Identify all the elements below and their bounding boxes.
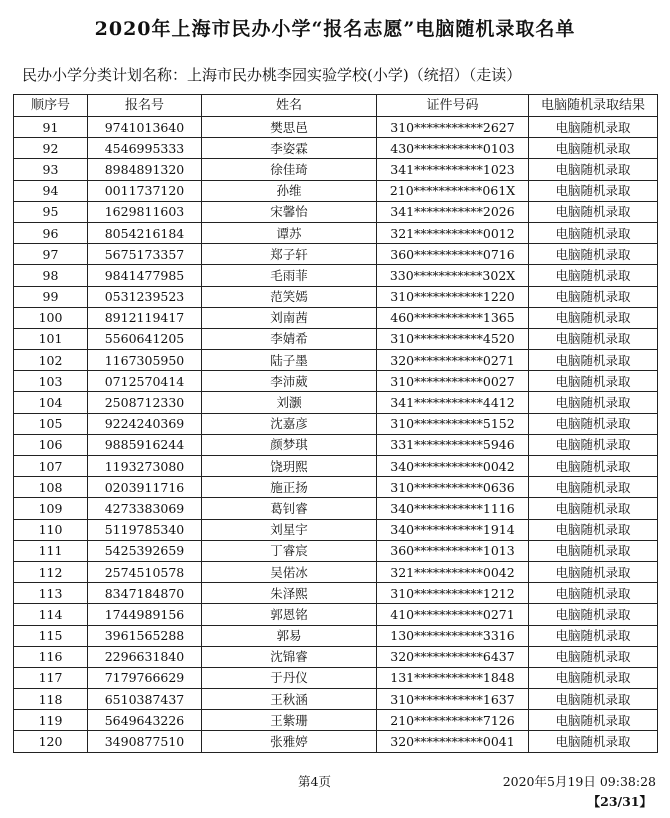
cell-id-no: 310***********1220 bbox=[377, 286, 529, 307]
cell-seq: 119 bbox=[14, 710, 88, 731]
table-row bbox=[14, 201, 658, 222]
cell-seq: 99 bbox=[14, 286, 88, 307]
cell-name: 李沛葳 bbox=[202, 371, 377, 392]
cell-seq: 97 bbox=[14, 244, 88, 265]
cell-reg-no: 7179766629 bbox=[88, 667, 202, 688]
cell-reg-no: 1744989156 bbox=[88, 604, 202, 625]
cell-id-no: 320***********0271 bbox=[377, 350, 529, 371]
cell-id-no: 330***********302X bbox=[377, 265, 529, 286]
cell-result: 电脑随机录取 bbox=[529, 519, 658, 540]
cell-result: 电脑随机录取 bbox=[529, 307, 658, 328]
cell-name: 沈锦睿 bbox=[202, 646, 377, 667]
cell-name: 饶玥熙 bbox=[202, 456, 377, 477]
table-row bbox=[14, 667, 658, 688]
cell-reg-no: 0011737120 bbox=[88, 180, 202, 201]
print-timestamp: 2020年5月19日 09:38:28 bbox=[502, 774, 656, 789]
cell-seq: 94 bbox=[14, 180, 88, 201]
table-row bbox=[14, 180, 658, 201]
cell-id-no: 340***********0042 bbox=[377, 456, 529, 477]
cell-id-no: 310***********0636 bbox=[377, 477, 529, 498]
column-header-seq: 顺序号 bbox=[14, 95, 88, 117]
cell-result: 电脑随机录取 bbox=[529, 222, 658, 243]
cell-name: 沈嘉彦 bbox=[202, 413, 377, 434]
table-row bbox=[14, 540, 658, 561]
plan-name-subtitle: 民办小学分类计划名称：上海市民办桃李园实验学校(小学)（统招）（走读） bbox=[22, 66, 522, 84]
cell-reg-no: 5649643226 bbox=[88, 710, 202, 731]
cell-result: 电脑随机录取 bbox=[529, 117, 658, 138]
cell-seq: 116 bbox=[14, 646, 88, 667]
table-row bbox=[14, 689, 658, 710]
cell-name: 樊思邑 bbox=[202, 117, 377, 138]
cell-result: 电脑随机录取 bbox=[529, 201, 658, 222]
cell-reg-no: 8984891320 bbox=[88, 159, 202, 180]
cell-result: 电脑随机录取 bbox=[529, 286, 658, 307]
cell-id-no: 360***********1013 bbox=[377, 540, 529, 561]
table-row bbox=[14, 138, 658, 159]
cell-reg-no: 4273383069 bbox=[88, 498, 202, 519]
cell-name: 李姿霖 bbox=[202, 138, 377, 159]
cell-result: 电脑随机录取 bbox=[529, 710, 658, 731]
cell-seq: 111 bbox=[14, 540, 88, 561]
cell-seq: 96 bbox=[14, 222, 88, 243]
cell-id-no: 360***********0716 bbox=[377, 244, 529, 265]
cell-result: 电脑随机录取 bbox=[529, 731, 658, 752]
table-row bbox=[14, 392, 658, 413]
cell-id-no: 131***********1848 bbox=[377, 667, 529, 688]
cell-reg-no: 2574510578 bbox=[88, 561, 202, 582]
cell-result: 电脑随机录取 bbox=[529, 561, 658, 582]
cell-seq: 115 bbox=[14, 625, 88, 646]
cell-result: 电脑随机录取 bbox=[529, 244, 658, 265]
cell-seq: 98 bbox=[14, 265, 88, 286]
cell-name: 徐佳琦 bbox=[202, 159, 377, 180]
table-row bbox=[14, 117, 658, 138]
cell-id-no: 310***********0027 bbox=[377, 371, 529, 392]
cell-seq: 107 bbox=[14, 456, 88, 477]
cell-id-no: 410***********0271 bbox=[377, 604, 529, 625]
cell-result: 电脑随机录取 bbox=[529, 625, 658, 646]
table-row bbox=[14, 731, 658, 752]
cell-result: 电脑随机录取 bbox=[529, 180, 658, 201]
cell-seq: 118 bbox=[14, 689, 88, 710]
table-row bbox=[14, 498, 658, 519]
cell-id-no: 321***********0012 bbox=[377, 222, 529, 243]
table-row bbox=[14, 604, 658, 625]
cell-name: 张雅婷 bbox=[202, 731, 377, 752]
page-title: 2020年上海市民办小学“报名志愿”电脑随机录取名单 bbox=[94, 18, 576, 40]
admission-table bbox=[13, 94, 658, 753]
cell-seq: 113 bbox=[14, 583, 88, 604]
column-header-reg-no: 报名号 bbox=[88, 95, 202, 117]
cell-seq: 101 bbox=[14, 328, 88, 349]
cell-name: 谭苏 bbox=[202, 222, 377, 243]
cell-reg-no: 5425392659 bbox=[88, 540, 202, 561]
cell-id-no: 320***********6437 bbox=[377, 646, 529, 667]
column-header-result: 电脑随机录取结果 bbox=[529, 95, 658, 117]
cell-id-no: 460***********1365 bbox=[377, 307, 529, 328]
cell-result: 电脑随机录取 bbox=[529, 371, 658, 392]
cell-id-no: 341***********2026 bbox=[377, 201, 529, 222]
cell-name: 丁睿宸 bbox=[202, 540, 377, 561]
cell-result: 电脑随机录取 bbox=[529, 456, 658, 477]
column-header-name: 姓名 bbox=[202, 95, 377, 117]
cell-id-no: 310***********1637 bbox=[377, 689, 529, 710]
cell-seq: 108 bbox=[14, 477, 88, 498]
cell-result: 电脑随机录取 bbox=[529, 138, 658, 159]
cell-seq: 117 bbox=[14, 667, 88, 688]
cell-seq: 91 bbox=[14, 117, 88, 138]
cell-name: 孙维 bbox=[202, 180, 377, 201]
table-header-row bbox=[14, 95, 658, 117]
cell-id-no: 340***********1914 bbox=[377, 519, 529, 540]
cell-result: 电脑随机录取 bbox=[529, 689, 658, 710]
cell-reg-no: 2508712330 bbox=[88, 392, 202, 413]
table-row bbox=[14, 307, 658, 328]
cell-name: 葛钊睿 bbox=[202, 498, 377, 519]
cell-name: 于丹仪 bbox=[202, 667, 377, 688]
table-row bbox=[14, 583, 658, 604]
table-row bbox=[14, 413, 658, 434]
cell-reg-no: 8347184870 bbox=[88, 583, 202, 604]
cell-seq: 100 bbox=[14, 307, 88, 328]
cell-reg-no: 9224240369 bbox=[88, 413, 202, 434]
cell-reg-no: 3961565288 bbox=[88, 625, 202, 646]
cell-id-no: 341***********4412 bbox=[377, 392, 529, 413]
cell-name: 朱泽熙 bbox=[202, 583, 377, 604]
table-row bbox=[14, 477, 658, 498]
cell-seq: 105 bbox=[14, 413, 88, 434]
cell-seq: 120 bbox=[14, 731, 88, 752]
cell-result: 电脑随机录取 bbox=[529, 328, 658, 349]
cell-id-no: 310***********1212 bbox=[377, 583, 529, 604]
cell-name: 王秋涵 bbox=[202, 689, 377, 710]
cell-name: 吴偌冰 bbox=[202, 561, 377, 582]
cell-seq: 114 bbox=[14, 604, 88, 625]
cell-reg-no: 4546995333 bbox=[88, 138, 202, 159]
cell-id-no: 321***********0042 bbox=[377, 561, 529, 582]
cell-reg-no: 1629811603 bbox=[88, 201, 202, 222]
cell-name: 陆子墨 bbox=[202, 350, 377, 371]
cell-result: 电脑随机录取 bbox=[529, 413, 658, 434]
cell-name: 郭恩铭 bbox=[202, 604, 377, 625]
cell-name: 范笑嫣 bbox=[202, 286, 377, 307]
cell-result: 电脑随机录取 bbox=[529, 498, 658, 519]
cell-reg-no: 3490877510 bbox=[88, 731, 202, 752]
cell-result: 电脑随机录取 bbox=[529, 604, 658, 625]
cell-id-no: 210***********7126 bbox=[377, 710, 529, 731]
cell-id-no: 310***********5152 bbox=[377, 413, 529, 434]
cell-name: 李婧希 bbox=[202, 328, 377, 349]
cell-reg-no: 6510387437 bbox=[88, 689, 202, 710]
cell-id-no: 341***********1023 bbox=[377, 159, 529, 180]
table-row bbox=[14, 646, 658, 667]
cell-seq: 104 bbox=[14, 392, 88, 413]
cell-result: 电脑随机录取 bbox=[529, 540, 658, 561]
table-row bbox=[14, 328, 658, 349]
cell-id-no: 210***********061X bbox=[377, 180, 529, 201]
cell-name: 刘星宇 bbox=[202, 519, 377, 540]
cell-name: 宋馨怡 bbox=[202, 201, 377, 222]
cell-id-no: 331***********5946 bbox=[377, 434, 529, 455]
page-count: 【23/31】 bbox=[587, 794, 652, 809]
cell-seq: 110 bbox=[14, 519, 88, 540]
cell-name: 郭易 bbox=[202, 625, 377, 646]
table-row bbox=[14, 244, 658, 265]
cell-reg-no: 5560641205 bbox=[88, 328, 202, 349]
cell-result: 电脑随机录取 bbox=[529, 392, 658, 413]
cell-name: 郑子轩 bbox=[202, 244, 377, 265]
cell-seq: 106 bbox=[14, 434, 88, 455]
cell-result: 电脑随机录取 bbox=[529, 434, 658, 455]
cell-name: 王紫珊 bbox=[202, 710, 377, 731]
cell-reg-no: 1167305950 bbox=[88, 350, 202, 371]
cell-seq: 95 bbox=[14, 201, 88, 222]
cell-seq: 92 bbox=[14, 138, 88, 159]
table-row bbox=[14, 710, 658, 731]
cell-id-no: 340***********1116 bbox=[377, 498, 529, 519]
cell-reg-no: 1193273080 bbox=[88, 456, 202, 477]
cell-name: 颜梦琪 bbox=[202, 434, 377, 455]
cell-reg-no: 0203911716 bbox=[88, 477, 202, 498]
cell-id-no: 320***********0041 bbox=[377, 731, 529, 752]
cell-result: 电脑随机录取 bbox=[529, 159, 658, 180]
cell-reg-no: 9885916244 bbox=[88, 434, 202, 455]
cell-result: 电脑随机录取 bbox=[529, 265, 658, 286]
cell-result: 电脑随机录取 bbox=[529, 583, 658, 604]
table-row bbox=[14, 265, 658, 286]
cell-reg-no: 8912119417 bbox=[88, 307, 202, 328]
cell-name: 刘灏 bbox=[202, 392, 377, 413]
table-row bbox=[14, 519, 658, 540]
cell-seq: 112 bbox=[14, 561, 88, 582]
cell-result: 电脑随机录取 bbox=[529, 350, 658, 371]
cell-id-no: 130***********3316 bbox=[377, 625, 529, 646]
cell-reg-no: 9741013640 bbox=[88, 117, 202, 138]
cell-id-no: 430***********0103 bbox=[377, 138, 529, 159]
cell-reg-no: 5675173357 bbox=[88, 244, 202, 265]
cell-result: 电脑随机录取 bbox=[529, 477, 658, 498]
cell-seq: 93 bbox=[14, 159, 88, 180]
table-row bbox=[14, 371, 658, 392]
table-row bbox=[14, 561, 658, 582]
cell-reg-no: 8054216184 bbox=[88, 222, 202, 243]
cell-result: 电脑随机录取 bbox=[529, 646, 658, 667]
cell-name: 施正扬 bbox=[202, 477, 377, 498]
cell-reg-no: 9841477985 bbox=[88, 265, 202, 286]
page-number: 第4页 bbox=[298, 774, 331, 789]
cell-reg-no: 0712570414 bbox=[88, 371, 202, 392]
cell-id-no: 310***********2627 bbox=[377, 117, 529, 138]
table-row bbox=[14, 350, 658, 371]
table-row bbox=[14, 434, 658, 455]
cell-seq: 102 bbox=[14, 350, 88, 371]
table-row bbox=[14, 286, 658, 307]
cell-name: 刘南茜 bbox=[202, 307, 377, 328]
cell-result: 电脑随机录取 bbox=[529, 667, 658, 688]
table-body bbox=[14, 117, 658, 753]
table-row bbox=[14, 222, 658, 243]
cell-seq: 109 bbox=[14, 498, 88, 519]
table-row bbox=[14, 625, 658, 646]
column-header-id-no: 证件号码 bbox=[377, 95, 529, 117]
cell-reg-no: 0531239523 bbox=[88, 286, 202, 307]
cell-reg-no: 5119785340 bbox=[88, 519, 202, 540]
table-row bbox=[14, 159, 658, 180]
cell-reg-no: 2296631840 bbox=[88, 646, 202, 667]
cell-name: 毛雨菲 bbox=[202, 265, 377, 286]
table-row bbox=[14, 456, 658, 477]
cell-id-no: 310***********4520 bbox=[377, 328, 529, 349]
cell-seq: 103 bbox=[14, 371, 88, 392]
